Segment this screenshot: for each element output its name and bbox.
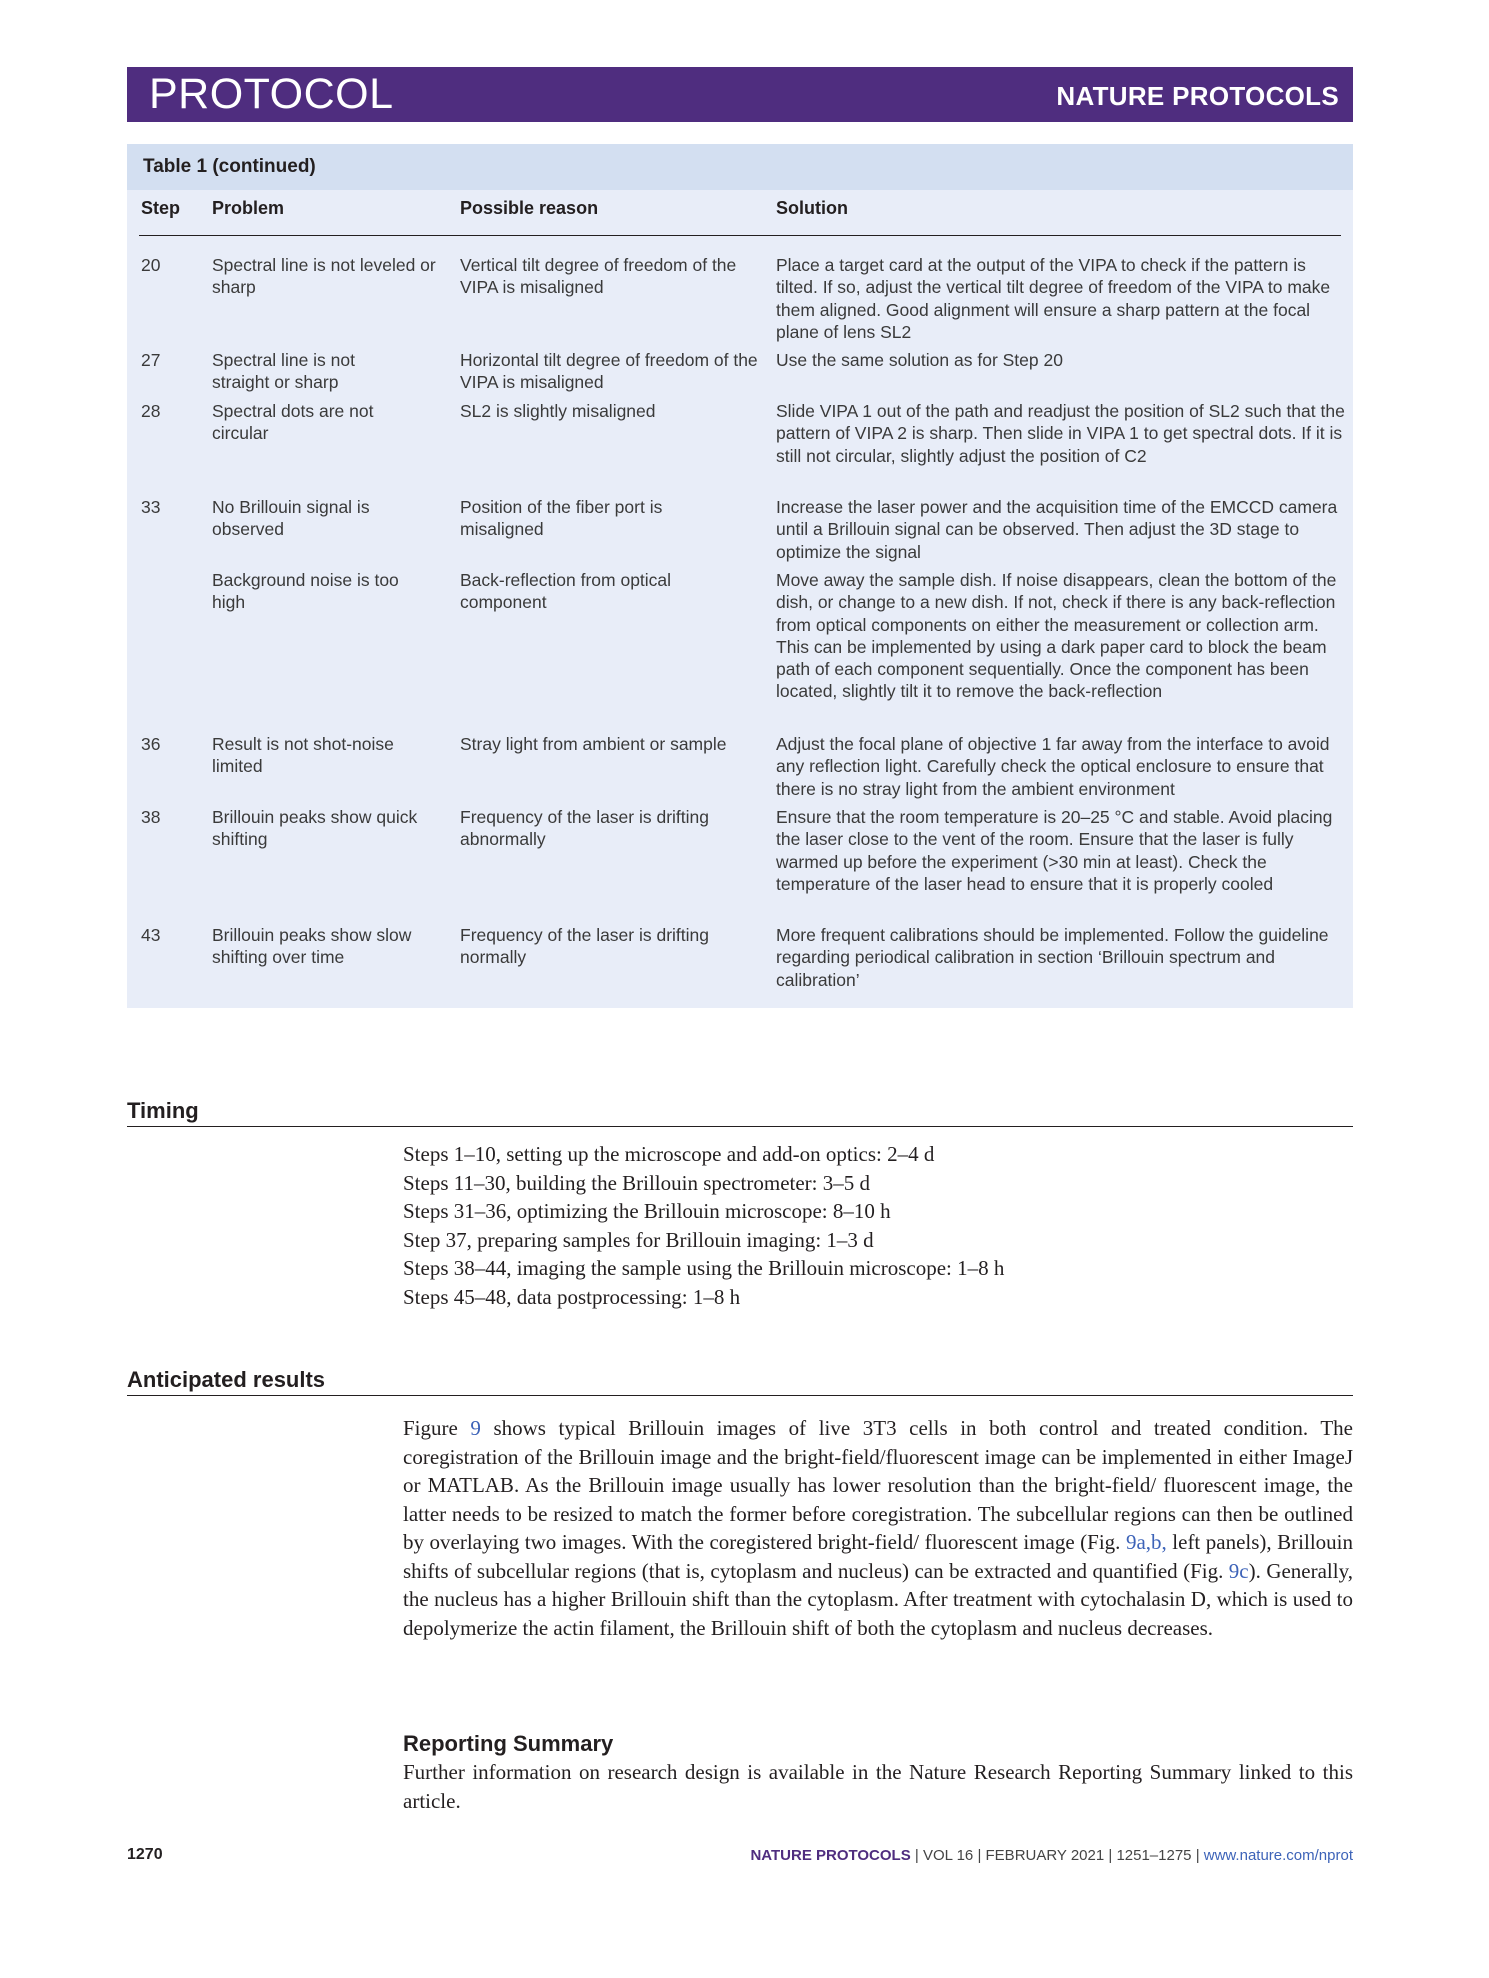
separator: | <box>1104 1847 1117 1864</box>
problem-cell: Spectral line is not straight or sharp <box>212 350 355 393</box>
figure-link[interactable]: 9c <box>1228 1558 1249 1583</box>
problem-cell: Brillouin peaks show slow shifting over time <box>212 925 412 968</box>
solution-cell: Adjust the focal plane of objective 1 far away from the interface to avoid any reflection light. Carefully check the optical enclosure to ensure that there is no stray light from the ambient environment <box>776 734 1330 799</box>
separator: | <box>910 1847 923 1864</box>
page-number: 1270 <box>127 1846 163 1863</box>
step-cell: 38 <box>141 807 161 827</box>
results-heading: Anticipated results <box>127 1367 326 1392</box>
solution-cell: Use the same solution as for Step 20 <box>776 350 1063 370</box>
timing-heading: Timing <box>127 1098 199 1123</box>
reason-cell: Frequency of the laser is drifting normally <box>460 925 710 968</box>
reason-cell: Position of the fiber port is misaligned <box>460 497 663 540</box>
list-item: Steps 1–10, setting up the microscope and add-on optics: 2–4 d <box>403 1142 935 1166</box>
journal-name: NATURE PROTOCOLS <box>1056 81 1339 111</box>
footer-volume: VOL 16 <box>922 1847 974 1864</box>
list-item: Step 37, preparing samples for Brillouin imaging: 1–3 d <box>403 1227 874 1252</box>
results-rule <box>127 1395 1353 1396</box>
troubleshooting-table <box>127 144 1353 1008</box>
reason-cell: SL2 is slightly misaligned <box>460 401 656 421</box>
footer-journal: NATURE PROTOCOLS <box>750 1847 911 1864</box>
page-header <box>127 67 1353 122</box>
solution-cell: Slide VIPA 1 out of the path and readjust the position of SL2 such that the pattern of VIPA 2 is sharp. Then slide in VIPA 1 to get spectral dots. If it is still not circular, slightly adjust the position of C2 <box>776 401 1345 466</box>
problem-cell: Background noise is too high <box>212 570 399 613</box>
reason-cell: Stray light from ambient or sample <box>460 734 727 754</box>
list-item: Steps 31–36, optimizing the Brillouin microscope: 8–10 h <box>403 1199 891 1224</box>
problem-cell: No Brillouin signal is observed <box>212 497 370 540</box>
list-item: Steps 45–48, data postprocessing: 1–8 h <box>403 1284 741 1309</box>
column-header-problem: Problem <box>212 198 285 218</box>
column-header-reason: Possible reason <box>460 198 599 218</box>
text-run: left panels), Brillouin shifts of subcellular regions (that is, cytoplasm and nucleus) can be extracted and quantified (Fig. <box>403 1530 1354 1583</box>
reporting-heading: Reporting Summary <box>403 1731 614 1756</box>
section-label: PROTOCOL <box>149 70 394 118</box>
column-header-solution: Solution <box>776 198 848 218</box>
solution-cell: Increase the laser power and the acquisition time of the EMCCD camera until a Brillouin signal can be observed. Then adjust the 3D stage to optimize the signal <box>776 497 1338 562</box>
step-cell: 28 <box>141 401 161 421</box>
footer-url-link[interactable]: www.nature.com/nprot <box>1203 1847 1353 1864</box>
reason-cell: Back-reflection from optical component <box>460 570 672 613</box>
text-run: shows typical Brillouin images of live 3T3 cells in both control and treated condition. The coregistration of the Brillouin image and the bright-field/fluorescent image can be implemented in either ImageJ or MATLAB. As the Brillouin image usually has lower resolution than the bright-field/ fluorescent image, the latter needs to be resized to match the former before coregistration. The subcellular regions can then be outlined by overlaying two images. With the coregistered bright-field/ fluorescent image (Fig. <box>403 1416 1353 1554</box>
reason-cell: Vertical tilt degree of freedom of the VIPA is misaligned <box>460 255 737 298</box>
list-item: Steps 11–30, building the Brillouin spectrometer: 3–5 d <box>403 1170 871 1195</box>
solution-cell: Move away the sample dish. If noise disappears, clean the bottom of the dish, or change to a new dish. If not, check if there is any back-reflection from optical components on either the measurement or collection arm. This can be implemented by using a dark paper card to block the beam path of each component sequentially. Once the component has been located, slightly tilt it to remove the back-reflection <box>776 570 1337 702</box>
results-paragraph <box>403 1414 1353 1642</box>
header-rule <box>139 235 1341 236</box>
problem-cell: Spectral line is not leveled or sharp <box>212 255 436 298</box>
problem-cell: Spectral dots are not circular <box>212 401 374 444</box>
step-cell: 43 <box>141 925 161 945</box>
timing-rule <box>127 1126 1353 1127</box>
footer-citation <box>750 1847 1353 1864</box>
separator: | <box>1191 1847 1204 1864</box>
problem-cell: Result is not shot-noise limited <box>212 734 394 777</box>
footer-pages: 1251–1275 <box>1116 1847 1192 1864</box>
separator: | <box>973 1847 986 1864</box>
reason-cell: Frequency of the laser is drifting abnormally <box>460 807 710 850</box>
footer-date: FEBRUARY 2021 <box>985 1847 1105 1864</box>
figure-link[interactable]: 9a,b, <box>1125 1530 1167 1554</box>
timing-list <box>403 1140 1303 1312</box>
figure-link[interactable]: 9 <box>470 1416 481 1440</box>
reporting-paragraph: Further information on research design is available in the Nature Research Reporting Summary linked to this article. <box>403 1760 1353 1813</box>
table-caption <box>127 144 1353 190</box>
solution-cell: Place a target card at the output of the VIPA to check if the pattern is tilted. If so, adjust the vertical tilt degree of freedom of the VIPA to make them aligned. Good alignment will ensure a sharp pattern at the focal plane of lens SL2 <box>776 255 1331 342</box>
step-cell: 36 <box>141 734 161 754</box>
step-cell: 20 <box>141 255 161 275</box>
solution-cell: More frequent calibrations should be implemented. Follow the guideline regarding periodical calibration in section ‘Brillouin spectrum and calibration’ <box>776 925 1329 990</box>
step-cell: 33 <box>141 497 161 517</box>
text-run: Figure <box>403 1416 471 1440</box>
problem-cell: Brillouin peaks show quick shifting <box>212 807 418 850</box>
solution-cell: Ensure that the room temperature is 20–25 °C and stable. Avoid placing the laser close to the vent of the room. Ensure that the laser is fully warmed up before the experiment (>30 min at least). Check the temperature of the laser head to ensure that it is properly cooled <box>776 807 1333 894</box>
step-cell: 27 <box>141 350 161 370</box>
text-run: ). Generally, the nucleus has a higher Brillouin shift than the cytoplasm. After treatment with cytochalasin D, which is used to depolymerize the actin filament, the Brillouin shift of both the cytoplasm and nucleus decreases. <box>403 1558 1353 1640</box>
column-header-step: Step <box>141 198 181 218</box>
table-caption-text: Table 1 (continued) <box>143 156 316 177</box>
reason-cell: Horizontal tilt degree of freedom of the VIPA is misaligned <box>460 350 758 393</box>
list-item: Steps 38–44, imaging the sample using the Brillouin microscope: 1–8 h <box>403 1256 1005 1281</box>
